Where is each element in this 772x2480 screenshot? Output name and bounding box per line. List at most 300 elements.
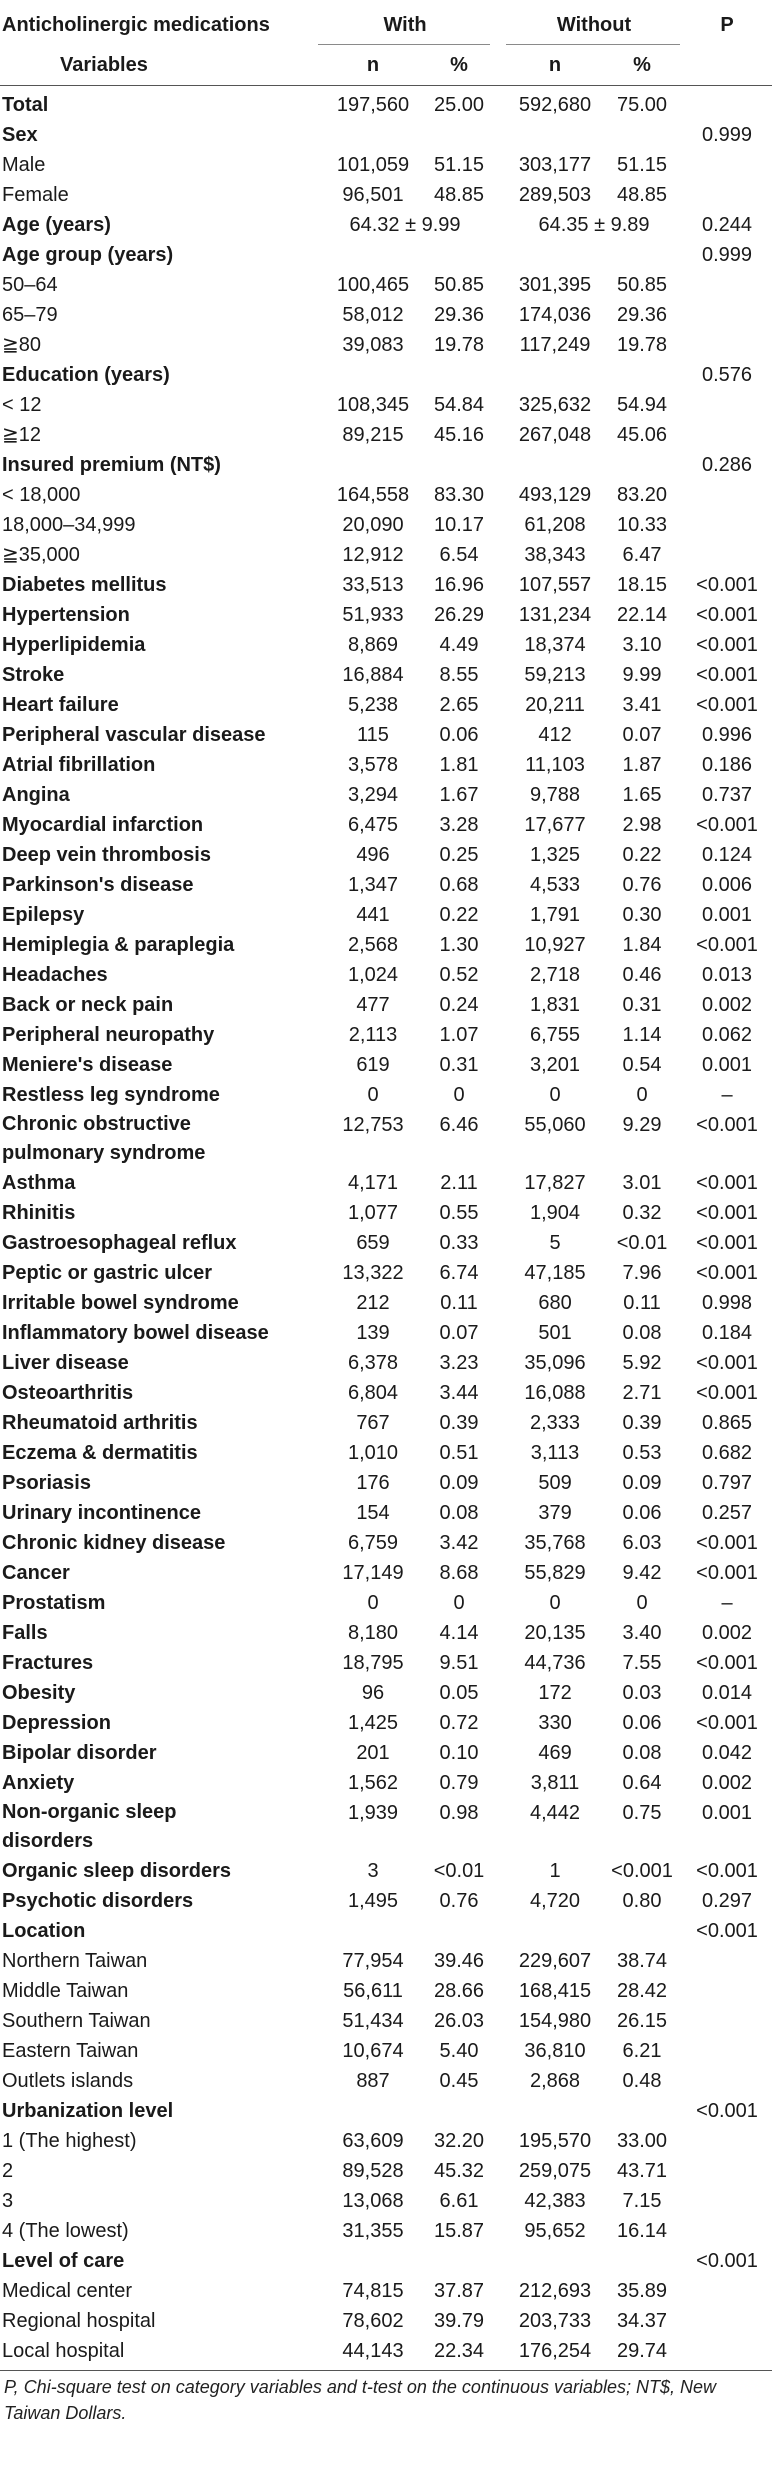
row-label: Fractures	[2, 1652, 94, 1674]
cell-pct-with: 2.65	[439, 694, 479, 716]
cell-n-without: 44,736	[524, 1652, 586, 1674]
cell-n-with: 1,939	[347, 1802, 399, 1824]
row-label: Bipolar disorder	[2, 1742, 157, 1764]
table-row	[0, 450, 772, 480]
cell-pct-with: 26.29	[433, 604, 485, 626]
cell-pct-with	[426, 450, 490, 480]
cell-pct-without: 6.47	[622, 544, 662, 566]
cell-pct-without: 33.00	[616, 2130, 668, 2152]
cell-without-mean-sd: 64.35 ± 9.89	[538, 214, 650, 236]
cell-n-without	[506, 2246, 602, 2276]
row-label	[0, 1110, 318, 1168]
cell-pct-without: 16.14	[616, 2220, 668, 2242]
table-row	[0, 1080, 772, 1110]
table-row	[0, 630, 772, 660]
cell-n-with	[318, 450, 426, 480]
row-label: Parkinson's disease	[2, 874, 194, 896]
cell-p-value: <0.001	[696, 1860, 758, 1882]
cell-n-without: 229,607	[518, 1950, 592, 1972]
row-label: Diabetes mellitus	[2, 574, 167, 596]
column-gap	[490, 86, 506, 121]
column-gap	[490, 390, 506, 420]
cell-p-value: <0.001	[696, 814, 758, 836]
cell-p-value: <0.001	[696, 1562, 758, 1584]
cell-pct-with: 51.15	[433, 154, 485, 176]
row-label: Outlets islands	[2, 2070, 134, 2092]
table-row	[0, 1498, 772, 1528]
header-title: Anticholinergic medications	[2, 14, 270, 36]
cell-pct-with: 8.68	[439, 1562, 479, 1584]
table-row	[0, 2126, 772, 2156]
cell-n-with: 56,611	[343, 1980, 403, 2002]
cell-p-value: <0.001	[696, 1532, 758, 1554]
cell-p-value: 0.006	[702, 874, 753, 896]
column-gap	[490, 660, 506, 690]
cell-pct-without: 51.15	[616, 154, 668, 176]
row-label: 50–64	[2, 274, 58, 296]
cell-pct-without: 0.48	[622, 2070, 662, 2092]
cell-n-with: 659	[356, 1232, 390, 1254]
column-gap	[490, 1020, 506, 1050]
cell-p-value: 0.001	[702, 1054, 753, 1076]
row-label: Heart failure	[2, 694, 119, 716]
row-label: Psoriasis	[2, 1472, 91, 1494]
cell-n-with: 1,024	[347, 964, 399, 986]
cell-pct-without: 83.20	[616, 484, 668, 506]
cell-n-without: 176,254	[518, 2340, 592, 2362]
cell-pct-with: 0.51	[439, 1442, 479, 1464]
table-row	[0, 1648, 772, 1678]
table-row	[0, 930, 772, 960]
cell-n-without: 17,827	[524, 1172, 586, 1194]
cell-pct-with: 0	[453, 1592, 465, 1614]
cell-p-value	[680, 420, 772, 450]
column-gap	[490, 1318, 506, 1348]
cell-n-without: 107,557	[518, 574, 592, 596]
table-row	[0, 270, 772, 300]
cell-pct-without: 0.08	[622, 1742, 662, 1764]
row-label: Local hospital	[2, 2340, 125, 2362]
cell-n-with: 197,560	[336, 94, 410, 116]
table-row	[0, 150, 772, 180]
cell-pct-without: 18.15	[616, 574, 668, 596]
cell-n-without: 379	[538, 1502, 572, 1524]
cell-n-with: 201	[356, 1742, 390, 1764]
column-gap	[490, 1856, 506, 1886]
row-label	[0, 1798, 318, 1856]
cell-p-value: –	[721, 1592, 733, 1614]
cell-p-value	[680, 480, 772, 510]
column-gap	[490, 180, 506, 210]
cell-p-value	[680, 150, 772, 180]
cell-n-with: 3,294	[347, 784, 399, 806]
column-gap	[490, 210, 506, 240]
column-gap	[490, 1110, 506, 1168]
column-gap	[490, 2276, 506, 2306]
column-gap	[490, 1468, 506, 1498]
row-label: Age (years)	[2, 214, 111, 236]
cell-n-without	[506, 450, 602, 480]
cell-pct-with: 37.87	[433, 2280, 485, 2302]
cell-pct-without: 2.71	[622, 1382, 662, 1404]
cell-p-value: 0.996	[702, 724, 753, 746]
cell-n-without: 154,980	[518, 2010, 592, 2032]
cell-pct-without	[602, 240, 680, 270]
column-gap	[490, 1916, 506, 1946]
cell-n-without: 509	[538, 1472, 572, 1494]
cell-n-with: 16,884	[342, 664, 404, 686]
cell-p-value: 0.682	[702, 1442, 753, 1464]
cell-p-value: 0.002	[702, 994, 753, 1016]
cell-n-with: 8,180	[347, 1622, 399, 1644]
cell-pct-with: 3.42	[439, 1532, 479, 1554]
row-label: Middle Taiwan	[2, 1980, 129, 2002]
cell-n-with: 100,465	[336, 274, 410, 296]
cell-pct-without: 0.09	[622, 1472, 662, 1494]
cell-n-without: 303,177	[518, 154, 592, 176]
cell-n-without: 1,791	[529, 904, 581, 926]
row-label: ≧80	[2, 334, 42, 356]
column-gap	[490, 960, 506, 990]
table-row	[0, 870, 772, 900]
table-row	[0, 1886, 772, 1916]
cell-n-without	[506, 240, 602, 270]
cell-pct-with: 0.25	[439, 844, 479, 866]
cell-p-value: 0.737	[702, 784, 753, 806]
cell-pct-with: 0.72	[439, 1712, 479, 1734]
column-gap	[490, 1886, 506, 1916]
cell-pct-without	[602, 1916, 680, 1946]
cell-n-with: 176	[356, 1472, 390, 1494]
cell-pct-without: 3.10	[622, 634, 662, 656]
cell-p-value	[680, 390, 772, 420]
cell-n-without: 301,395	[518, 274, 592, 296]
cell-pct-with: 83.30	[433, 484, 485, 506]
cell-p-value	[680, 86, 772, 121]
cell-n-without: 267,048	[518, 424, 592, 446]
cell-pct-without: 5.92	[622, 1352, 662, 1374]
table-row	[0, 1798, 772, 1856]
table-row	[0, 690, 772, 720]
cell-n-with: 13,068	[342, 2190, 404, 2212]
table-row	[0, 1110, 772, 1168]
row-label-line1: Chronic obstructive	[2, 1113, 191, 1135]
column-gap	[490, 1258, 506, 1288]
column-gap	[490, 840, 506, 870]
cell-pct-with: 0.39	[439, 1412, 479, 1434]
cell-n-without: 203,733	[518, 2310, 592, 2332]
cell-n-with: 108,345	[336, 394, 410, 416]
cell-pct-without	[602, 2096, 680, 2126]
cell-pct-with: 6.74	[439, 1262, 479, 1284]
cell-n-with: 78,602	[342, 2310, 404, 2332]
table-row	[0, 780, 772, 810]
cell-pct-with: 9.51	[439, 1652, 479, 1674]
cell-pct-without	[602, 450, 680, 480]
column-gap	[490, 1498, 506, 1528]
table-row	[0, 2306, 772, 2336]
cell-n-with	[318, 120, 426, 150]
cell-pct-without: 50.85	[616, 274, 668, 296]
cell-p-value: 0.865	[702, 1412, 753, 1434]
row-label: Sex	[2, 124, 38, 146]
cell-pct-with: 5.40	[439, 2040, 479, 2062]
row-label: Urbanization level	[2, 2100, 174, 2122]
cell-n-with: 2,568	[347, 934, 399, 956]
cell-pct-without: 1.84	[622, 934, 662, 956]
cell-p-value: <0.001	[696, 1652, 758, 1674]
row-label: Hemiplegia & paraplegia	[2, 934, 235, 956]
cell-n-without: 3,201	[529, 1054, 581, 1076]
cell-pct-without: 0.80	[622, 1890, 662, 1912]
cell-p-value: 0.062	[702, 1024, 753, 1046]
cell-n-without: 259,075	[518, 2160, 592, 2182]
column-gap	[490, 1708, 506, 1738]
cell-n-with: 619	[356, 1054, 390, 1076]
cell-n-without: 592,680	[518, 94, 592, 116]
row-label: Organic sleep disorders	[2, 1860, 231, 1882]
row-label: Osteoarthritis	[2, 1382, 134, 1404]
cell-pct-without: 0.06	[622, 1712, 662, 1734]
cell-pct-with: 15.87	[433, 2220, 485, 2242]
cell-pct-with: 3.44	[439, 1382, 479, 1404]
cell-p-value	[680, 2126, 772, 2156]
column-gap	[490, 2186, 506, 2216]
cell-p-value: 0.013	[702, 964, 753, 986]
column-gap	[490, 1408, 506, 1438]
cell-n-with	[318, 1916, 426, 1946]
cell-n-with: 74,815	[342, 2280, 404, 2302]
cell-p-value: <0.001	[696, 1202, 758, 1224]
cell-n-without: 2,868	[529, 2070, 581, 2092]
cell-p-value: 0.014	[702, 1682, 753, 1704]
row-label: Restless leg syndrome	[2, 1084, 220, 1106]
row-label: Medical center	[2, 2280, 133, 2302]
cell-n-with: 17,149	[342, 1562, 404, 1584]
table-row	[0, 1258, 772, 1288]
column-gap	[490, 690, 506, 720]
cell-n-without: 3,113	[530, 1442, 580, 1464]
cell-pct-without: 9.29	[622, 1114, 662, 1136]
cell-n-without: 412	[538, 724, 572, 746]
row-label: Hypertension	[2, 604, 130, 626]
table-row	[0, 1438, 772, 1468]
table-row	[0, 570, 772, 600]
cell-n-with: 212	[356, 1292, 390, 1314]
cell-pct-without: 0.07	[622, 724, 662, 746]
table-row	[0, 1168, 772, 1198]
column-gap	[490, 630, 506, 660]
row-label: Level of care	[2, 2250, 125, 2272]
row-label: Prostatism	[2, 1592, 106, 1614]
cell-p-value: <0.001	[696, 634, 758, 656]
row-label: 2	[2, 2160, 14, 2182]
table-row	[0, 86, 772, 121]
table-row	[0, 1588, 772, 1618]
cell-n-with: 89,528	[342, 2160, 404, 2182]
cell-p-value: 0.184	[702, 1322, 753, 1344]
cell-p-value	[680, 510, 772, 540]
row-label: Chronic kidney disease	[2, 1532, 226, 1554]
cell-pct-with	[426, 240, 490, 270]
cell-p-value	[680, 540, 772, 570]
cell-n-with: 12,912	[342, 544, 404, 566]
cell-pct-without: 26.15	[616, 2010, 668, 2032]
cell-pct-without: 1.14	[622, 1024, 662, 1046]
table-row	[0, 810, 772, 840]
cell-p-value	[680, 1946, 772, 1976]
column-gap	[490, 450, 506, 480]
column-gap	[490, 2336, 506, 2366]
cell-pct-without: 6.03	[622, 1532, 662, 1554]
cell-p-value	[680, 1976, 772, 2006]
cell-n-with: 77,954	[342, 1950, 404, 1972]
cell-p-value	[680, 330, 772, 360]
row-label: Obesity	[2, 1682, 76, 1704]
cell-n-with: 1,010	[347, 1442, 399, 1464]
cell-n-with: 767	[356, 1412, 390, 1434]
cell-pct-without: <0.01	[616, 1232, 668, 1254]
cell-n-without: 289,503	[518, 184, 592, 206]
cell-n-without: 2,718	[529, 964, 581, 986]
row-label: Location	[2, 1920, 86, 1942]
cell-n-with: 44,143	[342, 2340, 404, 2362]
table-row	[0, 300, 772, 330]
row-label: Female	[2, 184, 69, 206]
column-gap	[490, 300, 506, 330]
cell-pct-without: 9.42	[622, 1562, 662, 1584]
row-label: Peptic or gastric ulcer	[2, 1262, 213, 1284]
cell-pct-without: 0.39	[622, 1412, 662, 1434]
cell-n-with: 39,083	[342, 334, 404, 356]
table-row	[0, 1288, 772, 1318]
cell-n-without: 493,129	[518, 484, 592, 506]
column-gap	[490, 780, 506, 810]
cell-n-with: 477	[356, 994, 390, 1016]
table-row	[0, 1378, 772, 1408]
cell-p-value: <0.001	[696, 664, 758, 686]
row-label: 1 (The highest)	[2, 2130, 137, 2152]
column-gap	[490, 1558, 506, 1588]
cell-p-value	[680, 270, 772, 300]
cell-p-value: <0.001	[696, 1232, 758, 1254]
cell-n-without: 1,904	[529, 1202, 581, 1224]
cell-p-value	[680, 2306, 772, 2336]
column-gap	[490, 810, 506, 840]
cell-pct-with: <0.01	[433, 1860, 485, 1882]
header-n-without: n	[506, 45, 602, 86]
row-label: Deep vein thrombosis	[2, 844, 211, 866]
cell-p-value: 0.297	[702, 1890, 753, 1912]
table-row	[0, 1020, 772, 1050]
row-label-line2: pulmonary syndrome	[2, 1142, 206, 1164]
cell-p-value: 0.042	[702, 1742, 753, 1764]
cell-n-with: 101,059	[336, 154, 410, 176]
row-label: Back or neck pain	[2, 994, 174, 1016]
cell-pct-with: 48.85	[433, 184, 485, 206]
row-label: Headaches	[2, 964, 108, 986]
column-gap	[490, 1618, 506, 1648]
cell-pct-with: 4.14	[439, 1622, 479, 1644]
row-label: ≧12	[2, 424, 42, 446]
row-label: Liver disease	[2, 1352, 129, 1374]
row-label: Insured premium (NT$)	[2, 454, 221, 476]
table-row	[0, 210, 772, 240]
cell-pct-with	[426, 120, 490, 150]
cell-n-without: 35,096	[524, 1352, 586, 1374]
cell-p-value: <0.001	[696, 1712, 758, 1734]
cell-pct-with: 26.03	[433, 2010, 485, 2032]
table-row	[0, 1946, 772, 1976]
table-row	[0, 510, 772, 540]
row-label: Asthma	[2, 1172, 76, 1194]
cell-pct-without: 43.71	[616, 2160, 668, 2182]
cell-pct-with: 22.34	[433, 2340, 485, 2362]
cell-pct-with: 0.22	[439, 904, 479, 926]
header-without: Without	[506, 0, 680, 45]
column-gap	[490, 1228, 506, 1258]
cell-pct-with: 16.96	[433, 574, 485, 596]
cell-n-without: 131,234	[518, 604, 592, 626]
cell-p-value	[680, 2006, 772, 2036]
cell-pct-with: 0.06	[439, 724, 479, 746]
row-label: Eastern Taiwan	[2, 2040, 139, 2062]
cell-n-without: 42,383	[524, 2190, 586, 2212]
cell-n-without: 325,632	[518, 394, 592, 416]
cell-pct-without: 35.89	[616, 2280, 668, 2302]
cell-p-value: 0.797	[702, 1472, 753, 1494]
cell-p-value: <0.001	[696, 2250, 758, 2272]
column-gap	[490, 270, 506, 300]
cell-pct-without: 7.55	[622, 1652, 662, 1674]
table-row	[0, 180, 772, 210]
table-row	[0, 1916, 772, 1946]
cell-pct-without: 7.15	[622, 2190, 662, 2212]
cell-n-with: 96,501	[342, 184, 404, 206]
cell-n-with: 1,495	[347, 1890, 399, 1912]
cell-n-without	[506, 2096, 602, 2126]
cell-n-with: 58,012	[342, 304, 404, 326]
cell-p-value: <0.001	[696, 1114, 758, 1136]
cell-n-with: 13,322	[342, 1262, 404, 1284]
cell-n-with: 4,171	[347, 1172, 399, 1194]
column-gap	[490, 480, 506, 510]
column-gap	[490, 1768, 506, 1798]
cell-n-without: 469	[538, 1742, 572, 1764]
row-label: Total	[2, 94, 49, 116]
cell-n-without: 55,829	[524, 1562, 586, 1584]
row-label: ≧35,000	[2, 544, 80, 566]
cell-p-value	[680, 2036, 772, 2066]
cell-n-without: 4,720	[529, 1890, 581, 1912]
cell-pct-with: 0.68	[439, 874, 479, 896]
cell-n-without: 6,755	[529, 1024, 581, 1046]
cell-n-with: 51,933	[342, 604, 404, 626]
cell-n-with: 1,077	[347, 1202, 399, 1224]
cell-n-without: 38,343	[524, 544, 586, 566]
row-label: Angina	[2, 784, 70, 806]
table-row	[0, 2066, 772, 2096]
cell-n-without	[506, 120, 602, 150]
row-label: Atrial fibrillation	[2, 754, 156, 776]
column-gap	[490, 2216, 506, 2246]
table-row	[0, 390, 772, 420]
table-row	[0, 1768, 772, 1798]
column-gap	[490, 570, 506, 600]
cell-p-value: 0.999	[702, 124, 753, 146]
column-gap	[490, 1648, 506, 1678]
column-gap	[490, 2066, 506, 2096]
